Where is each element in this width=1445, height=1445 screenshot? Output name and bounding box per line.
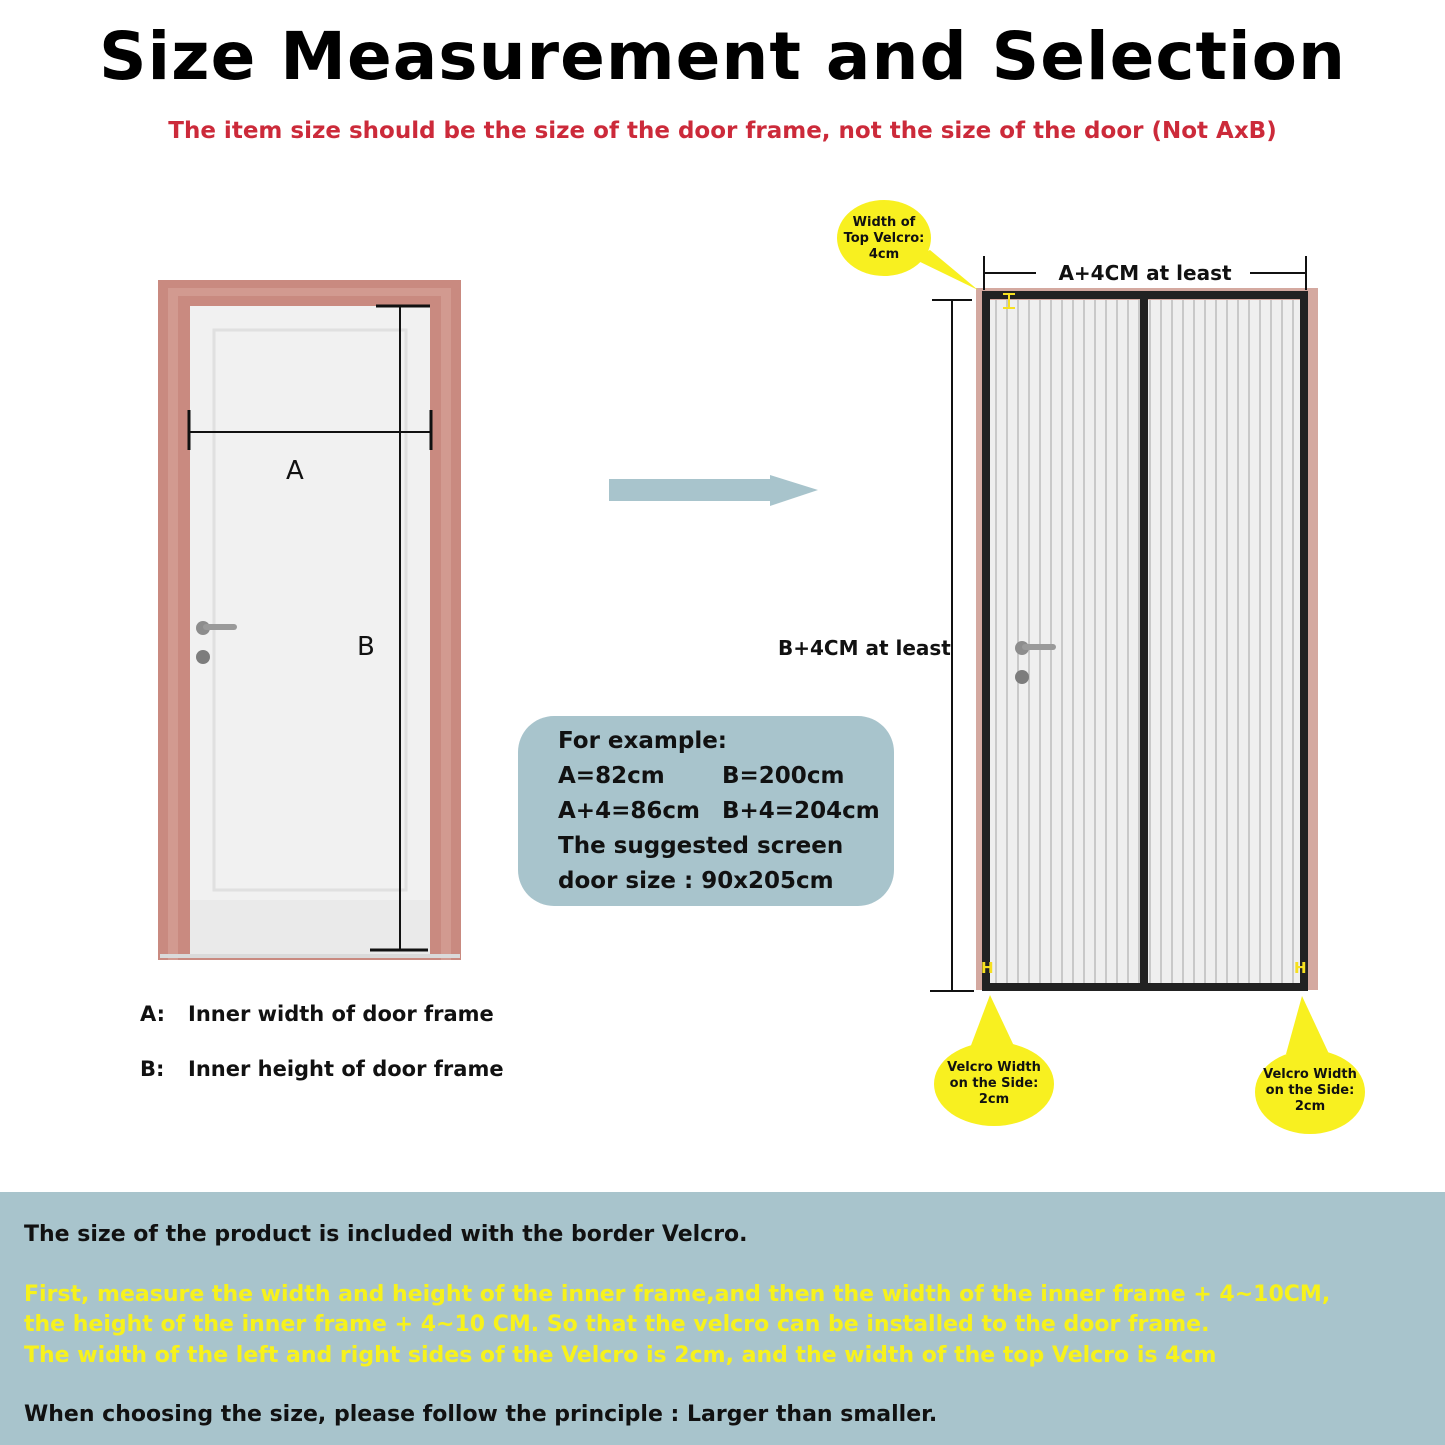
example-suggest-2: door size : 90x205cm [558, 868, 834, 894]
legend-b: B: Inner height of door frame [140, 1057, 504, 1081]
info-line-3: the height of the inner frame + 4~10 CM. So that the velcro can be installed to the door frame. [24, 1312, 1210, 1337]
arrow-right-icon [609, 475, 818, 506]
label-b: B [357, 632, 375, 662]
info-line-5: When choosing the size, please follow the principle : Larger than smaller. [24, 1402, 938, 1427]
example-box [518, 716, 894, 906]
info-line-1: The size of the product is included with the border Velcro. [24, 1222, 748, 1247]
example-b: B=200cm [722, 763, 845, 789]
example-a: A=82cm [558, 763, 665, 789]
callout-side-right-text: Velcro Width on the Side: 2cm [1263, 1067, 1357, 1114]
example-b4: B+4=204cm [722, 798, 880, 824]
example-suggest-1: The suggested screen [558, 833, 844, 859]
example-a4: A+4=86cm [558, 798, 700, 824]
legend-a: A: Inner width of door frame [140, 1002, 494, 1026]
h-marker-right: H [1294, 959, 1307, 977]
callout-side-left-text: Velcro Width on the Side: 2cm [947, 1060, 1041, 1107]
info-line-4: The width of the left and right sides of the Velcro is 2cm, and the width of the top Velcro is 4cm [24, 1343, 1217, 1368]
info-line-2: First, measure the width and height of the inner frame,and then the width of the inner frame + 4~10CM, [24, 1282, 1331, 1307]
label-a: A [286, 456, 304, 486]
info-panel [0, 1192, 1445, 1445]
callout-top-text: Width of Top Velcro: 4cm [843, 215, 925, 262]
right-door [930, 256, 1318, 991]
example-heading: For example: [558, 728, 727, 754]
left-door [158, 280, 461, 960]
height-label: B+4CM at least [778, 636, 951, 660]
h-marker-left: H [981, 959, 994, 977]
page-title: Size Measurement and Selection [99, 18, 1346, 95]
width-label: A+4CM at least [1040, 261, 1250, 285]
subtitle: The item size should be the size of the door frame, not the size of the door (Not AxB) [168, 118, 1277, 144]
